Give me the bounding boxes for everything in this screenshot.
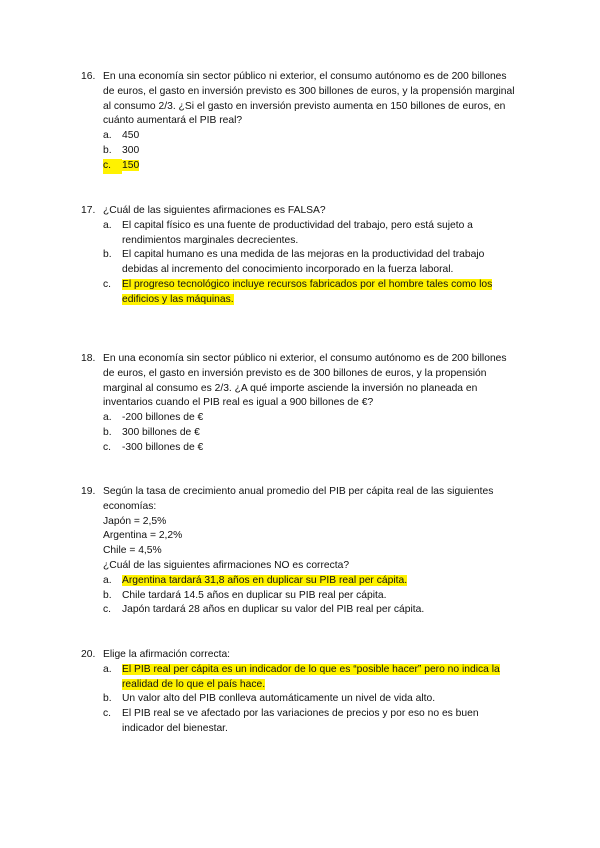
option-b [103,144,518,159]
option-c [103,278,518,308]
stem-line: Japón = 2,5% [103,515,167,527]
options-list [103,129,518,173]
option-c [103,159,518,174]
option-letter: a. [103,219,112,231]
question-number: 19. [81,486,96,497]
option-text: Un valor alto del PIB conlleva automáticamente un nivel de vida alto. [122,693,436,705]
options-list [103,411,518,455]
question-19 [81,485,518,618]
question-stem [103,485,518,574]
option-text: 300 billones de € [122,426,200,438]
option-b [103,426,518,441]
question-number: 18. [81,353,96,364]
option-a [103,574,518,589]
option-letter: a. [103,130,112,142]
option-letter: a. [103,412,112,424]
question-number: 17. [81,205,96,216]
question-stem: Elige la afirmación correcta: [103,649,231,660]
option-letter: b. [103,426,112,438]
option-text-highlighted: Argentina tardará 31,8 años en duplicar su PIB real per cápita. [122,574,408,586]
option-b [103,589,518,604]
question-stem: En una economía sin sector público ni exterior, el consumo autónomo es de 200 billones de euros, el gasto en inversión previsto es de 300 billones de euros, y la propensión marginal al consumo es 2/3. ¿A qué importe asciende la inversión no planeada en inventarios cuando el PIB real es igual a 900 billones de €? [103,353,507,409]
option-text: El PIB real se ve afectado por las variaciones de precios y por eso no es buen indicador del bienestar. [122,708,479,734]
options-list [103,219,518,308]
option-c [103,441,518,456]
option-text: 450 [122,130,140,142]
option-letter: b. [103,249,112,261]
stem-line: Argentina = 2,2% [103,530,183,542]
options-list [103,574,518,618]
option-letter: a. [103,574,112,586]
option-letter: b. [103,693,112,705]
option-text: El capital físico es una fuente de productividad del trabajo, pero está sujeto a rendimientos marginales decrecientes. [122,219,473,246]
option-text: -200 billones de € [122,412,204,424]
option-text: El capital humano es una medida de las mejoras en la productividad del trabajo debidas al incremento del conocimiento incorporado en la fuerza laboral. [122,249,485,276]
option-b [103,248,518,278]
question-17 [81,204,518,308]
option-letter: b. [103,589,112,601]
option-c [103,603,518,618]
option-letter: c. [103,604,112,616]
option-a [103,411,518,426]
option-c [103,707,518,737]
option-letter: c. [103,278,112,290]
option-b [103,692,518,707]
question-16 [81,70,518,174]
option-text: Japón tardará 28 años en duplicar su valor del PIB real per cápita. [122,604,425,616]
option-text: 300 [122,144,140,156]
stem-line: Según la tasa de crecimiento anual promedio del PIB per cápita real de las siguientes economías: [103,486,494,512]
option-text-highlighted: 150 [122,159,140,171]
option-text: -300 billones de € [122,441,204,453]
option-letter: c. [103,159,122,174]
option-letter: b. [103,144,112,156]
question-18 [81,352,518,456]
question-number: 16. [81,71,96,82]
option-text: Chile tardará 14.5 años en duplicar su PIB real per cápita. [122,589,387,601]
option-text-highlighted: El progreso tecnológico incluye recursos fabricados por el hombre tales como los edificios y las máquinas. [122,278,493,305]
option-a [103,129,518,144]
options-list [103,663,518,737]
option-letter: a. [103,663,112,675]
option-a [103,219,518,249]
stem-line: ¿Cuál de las siguientes afirmaciones NO es correcta? [103,559,350,571]
option-text-highlighted: El PIB real per cápita es un indicador de lo que es “posible hacer” pero no indica la realidad de lo que el país hace. [122,663,500,690]
option-a [103,663,518,693]
question-stem: En una economía sin sector público ni exterior, el consumo autónomo es de 200 billones de euros, el gasto en inversión previsto es 300 billones de euros, y la propensión marginal al consumo 2/3. ¿Si el gasto en inversión previsto aumenta en 150 billones de euros, en cuánto aumentará el PIB real? [103,71,515,127]
option-letter: c. [103,708,112,720]
option-letter: c. [103,441,112,453]
question-20 [81,648,518,737]
question-number: 20. [81,649,96,660]
stem-line: Chile = 4,5% [103,545,162,557]
question-stem: ¿Cuál de las siguientes afirmaciones es FALSA? [103,205,326,216]
